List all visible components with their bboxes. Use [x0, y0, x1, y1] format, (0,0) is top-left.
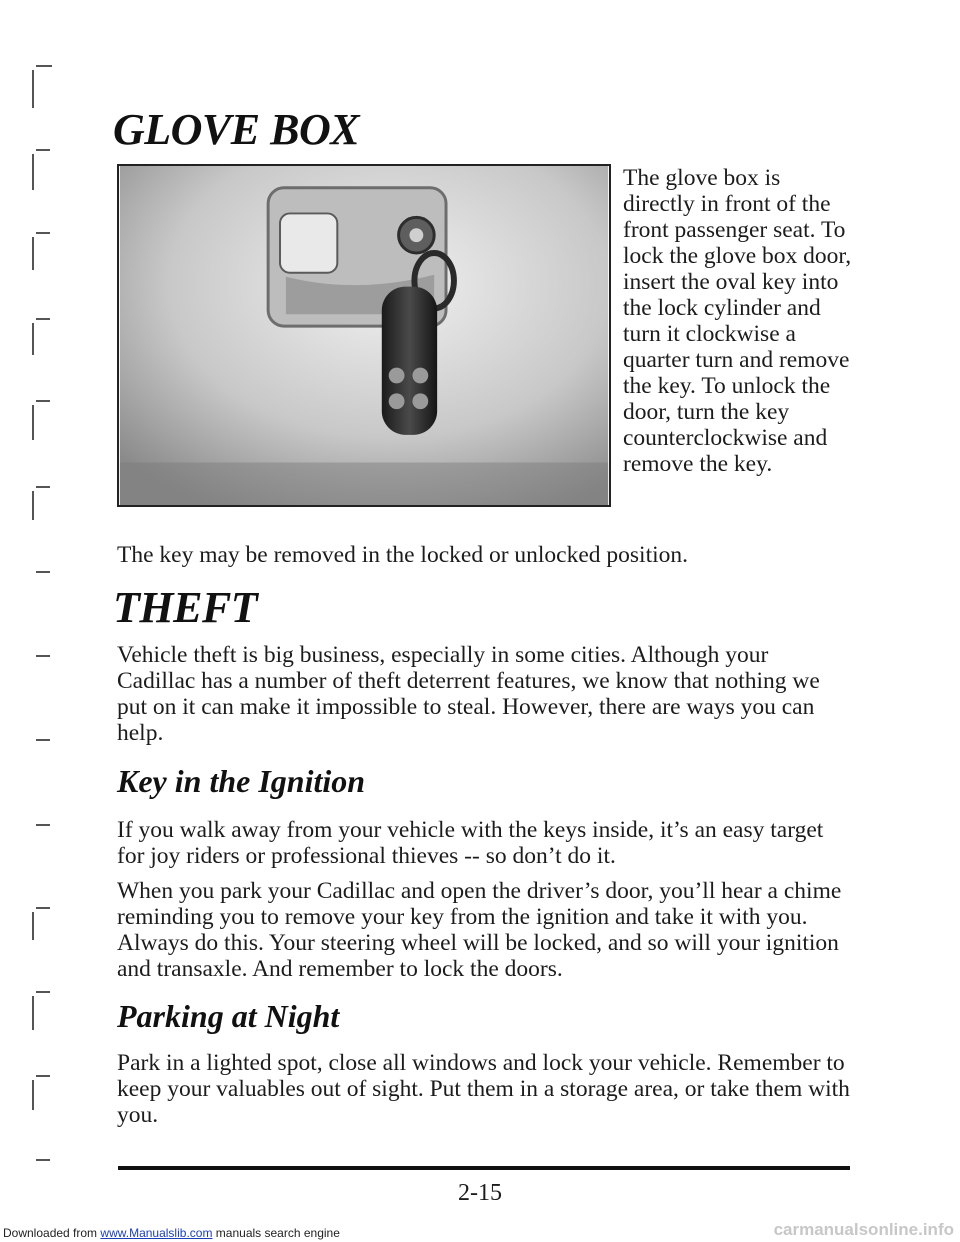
key-in-ignition-heading: Key in the Ignition [117, 763, 366, 799]
margin-crop-marks [0, 0, 120, 1242]
page-number: 2-15 [458, 1180, 502, 1206]
manualslib-link[interactable]: www.Manualslib.com [100, 1226, 213, 1240]
key-in-ignition-para-1: If you walk away from your vehicle with the keys inside, it’s an easy target for joy riders or professional thieves -- so don’t do it. [117, 817, 824, 869]
footer-suffix: manuals search engine [215, 1226, 340, 1240]
theft-body: Vehicle theft is big business, especially in some cities. Although your Cadillac has a number of theft deterrent features, we know that nothing we put on it can make it impossible to steal. However, there are ways you can help. [117, 642, 820, 746]
glove-box-heading: GLOVE BOX [113, 105, 360, 154]
key-in-ignition-para-2: When you park your Cadillac and open the driver’s door, you’ll hear a chime reminding you to remove your key from the ignition and take it with you. Always do this. Your steering wheel will be locked, and so will your ignition and transaxle. And remember to lock the doors. [117, 878, 842, 982]
footer-prefix: Downloaded from [3, 1226, 98, 1240]
parking-at-night-body: Park in a lighted spot, close all windows and lock your vehicle. Remember to keep your valuables out of sight. Put them in a storage area, or take them with you. [117, 1050, 850, 1128]
parking-at-night-heading: Parking at Night [117, 998, 340, 1034]
download-footer [3, 1226, 340, 1240]
page-rule [118, 1166, 850, 1170]
watermark: carmanualsonline.info [773, 1220, 954, 1239]
theft-heading: THEFT [113, 583, 258, 632]
glove-box-description: The glove box is directly in front of the front passenger seat. To lock the glove box door, insert the oval key into the lock cylinder and turn it clockwise a quarter turn and remove the key. To unlock the door, turn the key counterclockwise and remove the key. [623, 165, 852, 477]
glove-box-key-note: The key may be removed in the locked or unlocked position. [117, 542, 689, 568]
glove-box-key-photo [117, 164, 611, 507]
